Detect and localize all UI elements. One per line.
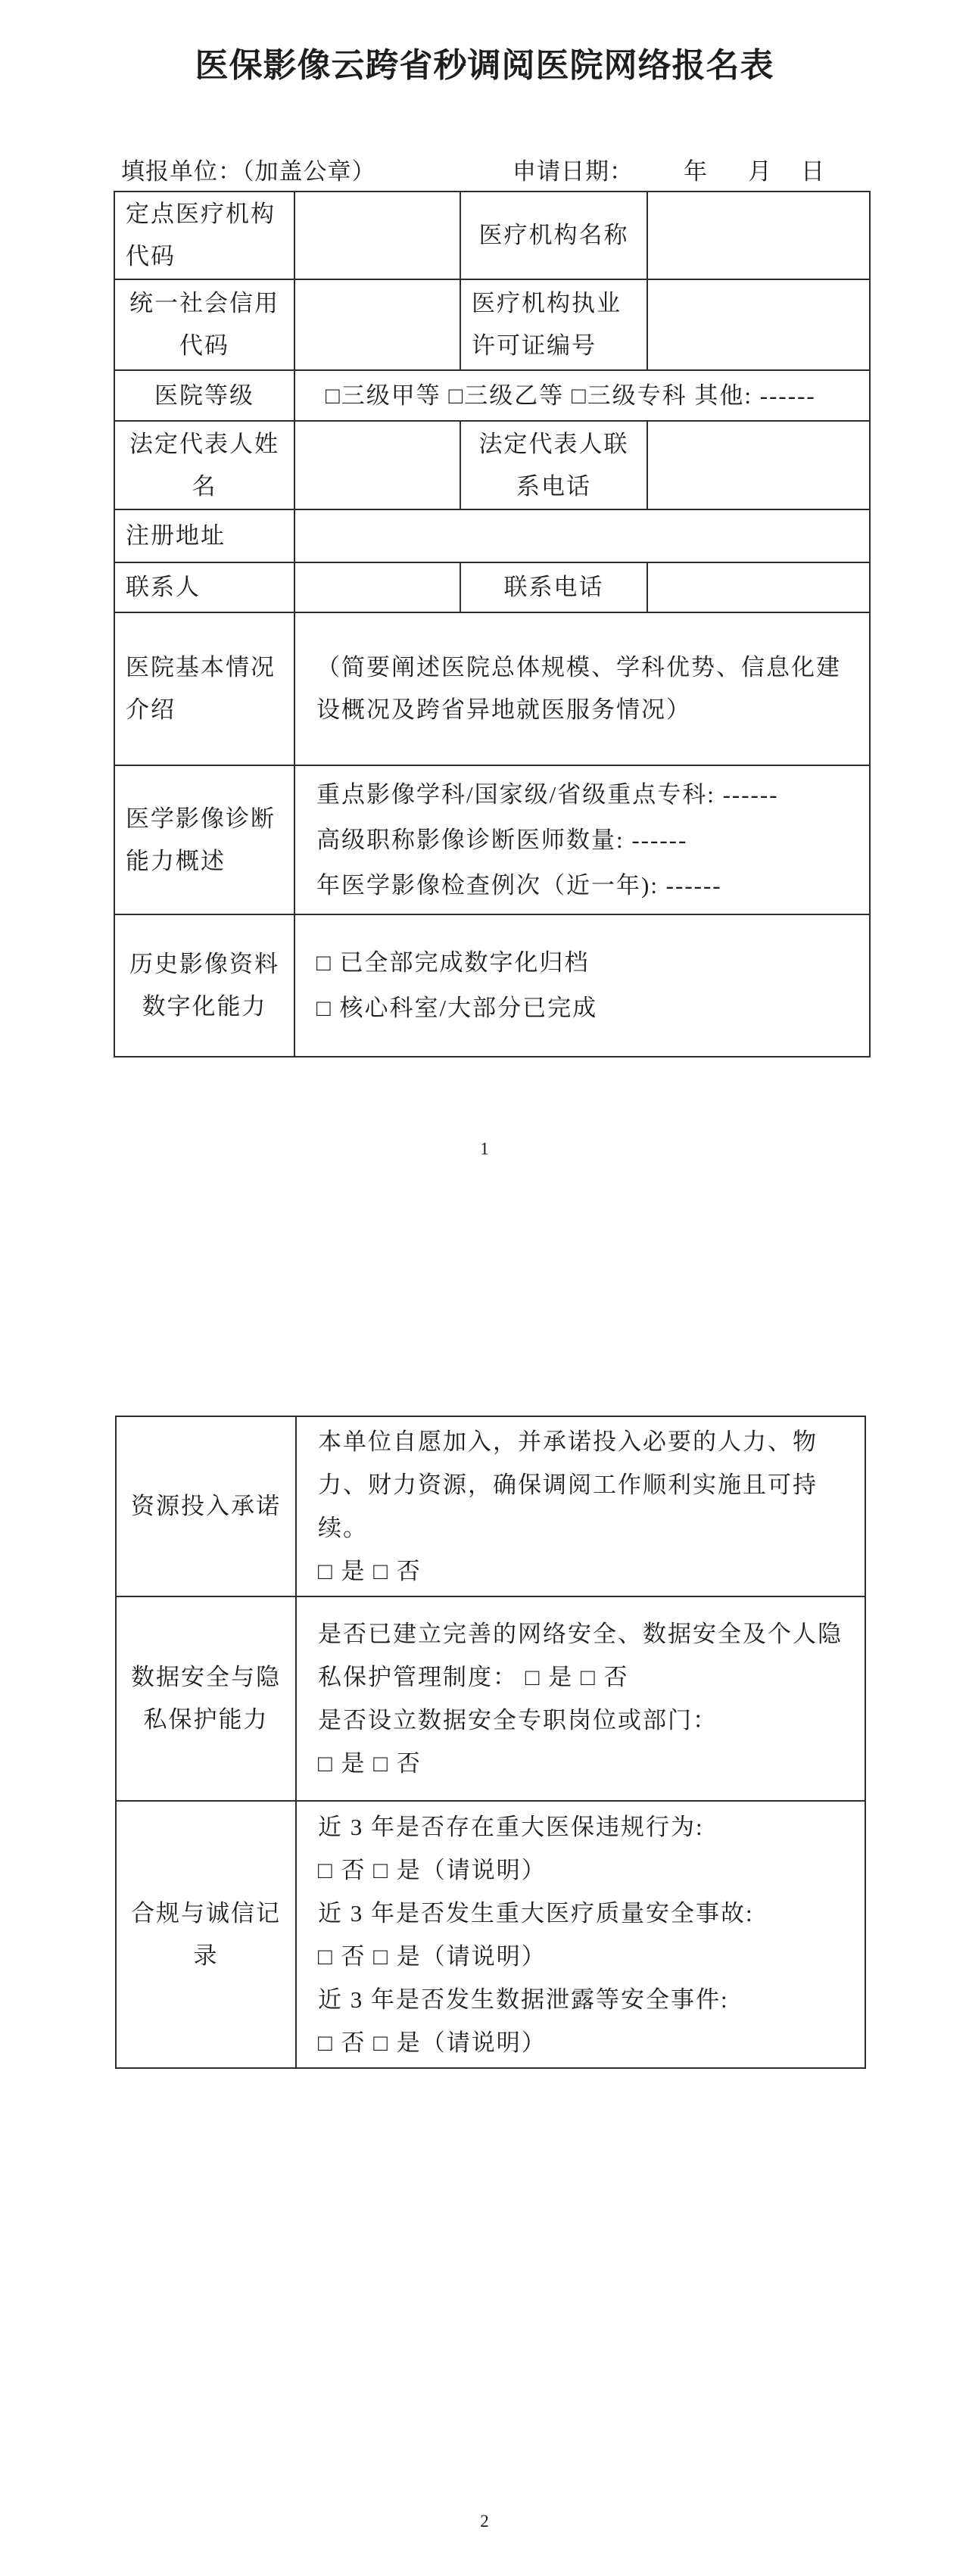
table-row xyxy=(116,1801,865,2068)
label-legal-rep-phone: 法定代表人联系电话 xyxy=(460,421,647,509)
table-row xyxy=(114,192,870,279)
senior-physician-count-line: 高级职称影像诊断医师数量: ------ xyxy=(316,826,688,853)
insurance-violation-answer: □ 否 □ 是（请说明） xyxy=(318,1856,547,1883)
table-row xyxy=(114,279,870,370)
label-credit-code: 统一社会信用代码 xyxy=(114,279,294,370)
table-row xyxy=(116,1596,865,1801)
digitization-option-all-archived: □ 已全部完成数字化归档 xyxy=(316,949,590,976)
month-label: 月 xyxy=(748,158,772,185)
input-cell-institution-code xyxy=(294,192,460,279)
data-leak-question: 近 3 年是否发生数据泄露等安全事件: xyxy=(318,1986,729,2013)
input-cell-contact-phone xyxy=(647,562,870,612)
hospital-grade-options: □三级甲等 □三级乙等 □三级专科 其他: ------ xyxy=(294,370,870,421)
year-label: 年 xyxy=(684,158,708,185)
resource-commitment-yes-no: □ 是 □ 否 xyxy=(318,1558,422,1584)
label-contact-phone: 联系电话 xyxy=(460,562,647,612)
input-cell-practice-license-no xyxy=(647,279,870,370)
label-compliance-integrity: 合规与诚信记录 xyxy=(116,1801,296,2068)
medical-accident-question: 近 3 年是否发生重大医疗质量安全事故: xyxy=(318,1899,754,1927)
table-row xyxy=(114,765,870,914)
page-number-2: 2 xyxy=(480,2512,489,2531)
security-post-question: 是否设立数据安全专职岗位或部门： xyxy=(318,1707,718,1733)
input-cell-credit-code xyxy=(294,279,460,370)
table-row xyxy=(114,562,870,612)
resource-commitment-cell xyxy=(296,1416,865,1596)
hospital-overview-hint: （简要阐述医院总体规模、学科优势、信息化建设概况及跨省异地就医服务情况） xyxy=(294,612,870,765)
form-meta xyxy=(0,152,969,187)
digitization-options-cell xyxy=(294,914,870,1057)
commitment-table xyxy=(115,1416,866,2069)
compliance-record-cell xyxy=(296,1801,865,2068)
table-row xyxy=(114,612,870,765)
label-registered-address: 注册地址 xyxy=(114,509,294,562)
table-row xyxy=(116,1416,865,1596)
day-label: 日 xyxy=(801,158,825,185)
security-system-question: 是否已建立完善的网络安全、数据安全及个人隐私保护管理制度： □ 是 □ 否 xyxy=(318,1621,843,1690)
hospital-info-table xyxy=(114,191,871,1057)
digitization-option-core-depts: □ 核心科室/大部分已完成 xyxy=(316,995,598,1021)
data-security-cell xyxy=(296,1596,865,1801)
label-imaging-diagnosis-capability: 医学影像诊断能力概述 xyxy=(114,765,294,914)
label-historical-image-digitization: 历史影像资料数字化能力 xyxy=(114,914,294,1057)
label-hospital-grade: 医院等级 xyxy=(114,370,294,421)
resource-commitment-statement: 本单位自愿加入，并承诺投入必要的人力、物力、财力资源，确保调阅工作顺利实施且可持续。 xyxy=(318,1428,818,1541)
label-practice-license-no: 医疗机构执业许可证编号 xyxy=(460,279,647,370)
security-post-yes-no: □ 是 □ 否 xyxy=(318,1750,422,1777)
table-row xyxy=(114,421,870,509)
label-contact-person: 联系人 xyxy=(114,562,294,612)
input-cell-contact-person xyxy=(294,562,460,612)
label-data-security-privacy: 数据安全与隐私保护能力 xyxy=(116,1596,296,1801)
input-cell-institution-name xyxy=(647,192,870,279)
label-institution-code: 定点医疗机构代码 xyxy=(114,192,294,279)
key-imaging-discipline-line: 重点影像学科/国家级/省级重点专科: ------ xyxy=(316,780,779,808)
page-number-1: 1 xyxy=(480,1139,489,1158)
input-cell-legal-rep-phone xyxy=(647,421,870,509)
form-title: 医保影像云跨省秒调阅医院网络报名表 xyxy=(195,47,774,84)
annual-exam-volume-line: 年医学影像检查例次（近一年): ------ xyxy=(316,871,722,899)
medical-accident-answer: □ 否 □ 是（请说明） xyxy=(318,1942,547,1970)
input-cell-registered-address xyxy=(294,509,870,562)
table-row xyxy=(114,370,870,421)
label-institution-name: 医疗机构名称 xyxy=(460,192,647,279)
imaging-diagnosis-capability-cell xyxy=(294,765,870,914)
data-leak-answer: □ 否 □ 是（请说明） xyxy=(318,2029,547,2056)
apply-date-label: 申请日期： xyxy=(513,158,634,185)
input-cell-legal-rep-name xyxy=(294,421,460,509)
label-resource-commitment: 资源投入承诺 xyxy=(116,1416,296,1596)
label-hospital-overview: 医院基本情况介绍 xyxy=(114,612,294,765)
table-row xyxy=(114,509,870,562)
label-legal-rep-name: 法定代表人姓名 xyxy=(114,421,294,509)
insurance-violation-question: 近 3 年是否存在重大医保违规行为: xyxy=(318,1813,704,1840)
fill-unit-label: 填报单位：（加盖公章） xyxy=(121,158,376,185)
table-row xyxy=(114,914,870,1057)
